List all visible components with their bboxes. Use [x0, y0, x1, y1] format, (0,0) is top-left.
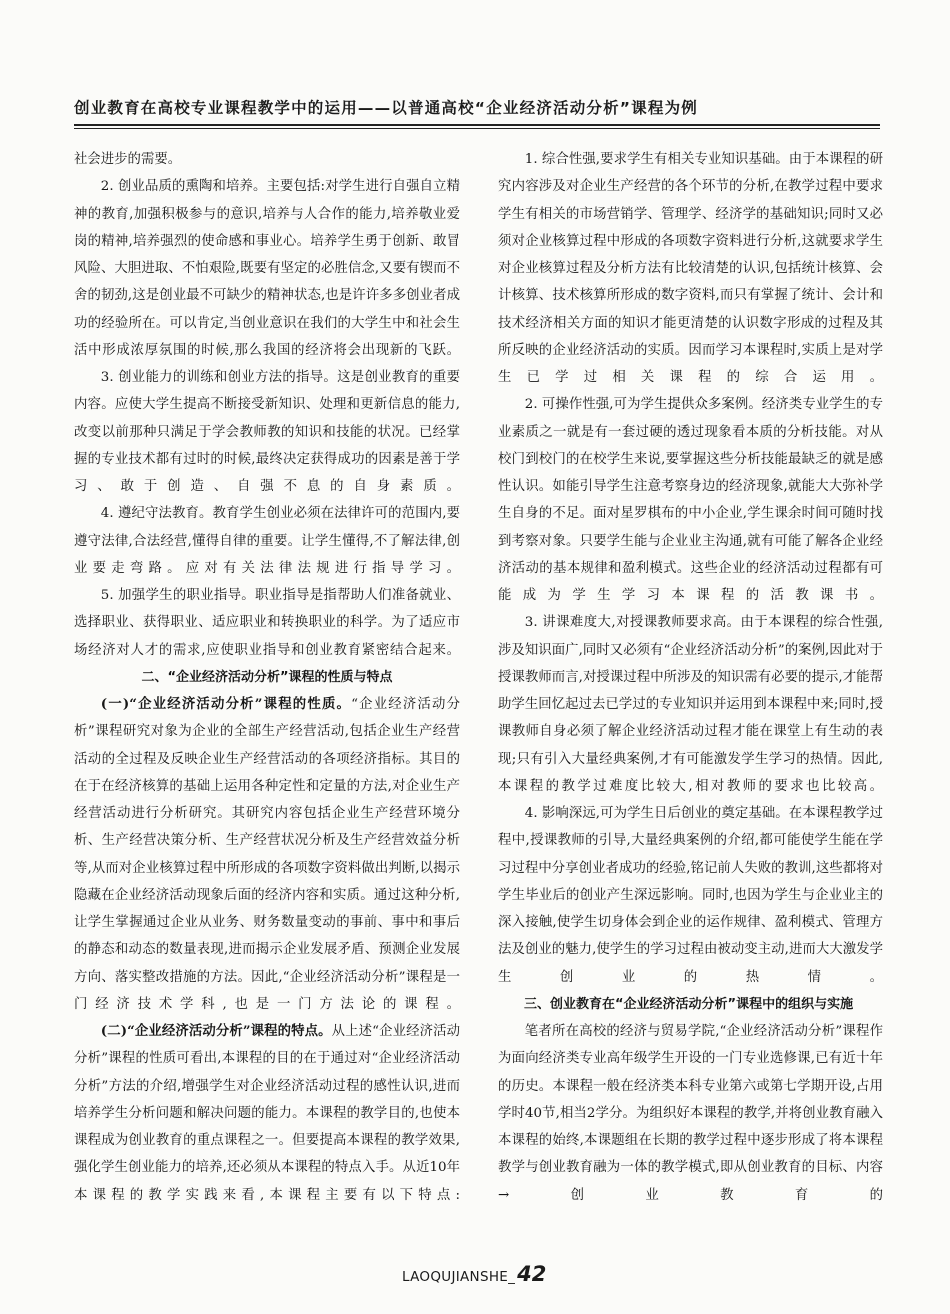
- page-number: 42: [517, 1262, 547, 1286]
- paragraph: 4. 影响深远,可为学生日后创业的奠定基础。在本课程教学过程中,授课教师的引导,大量经典案例的介绍,都可能使学生能在学习过程中分享创业者成功的经验,铭记前人失败的教训,这些都将对学生毕业后的创业产生深远影响。同时,也因为学生与企业业主的深入接触,使学生切身体会到企业的运作规律、盈利模式、管理方法及创业的魅力,使学生的学习过程由被动变主动,进而大大激发学生创业的热情。: [498, 806, 883, 985]
- paragraph: 2. 可操作性强,可为学生提供众多案例。经济类专业学生的专业素质之一就是有一套过硬的透过现象看本质的分析技能。对从校门到校门的在校学生来说,要掌握这些分析技能最缺乏的就是感性认识。如能引导学生注意考察身边的经济现象,就能大大弥补学生自身的不足。面对星罗棋布的中小企业,学生课余时间可随时找到考察对象。只要学生能与企业业主沟通,就有可能了解各企业经济活动的基本规律和盈利模式。这些企业的经济活动过程都有可能成为学生学习本课程的活教课书。: [498, 397, 883, 603]
- paragraph: 5. 加强学生的职业指导。职业指导是指帮助人们准备就业、选择职业、获得职业、适应职业和转换职业的科学。为了适应市场经济对人才的需求,应使职业指导和创业教育紧密结合起来。: [74, 588, 460, 658]
- paragraph: 社会进步的需要。: [74, 152, 182, 167]
- section-heading: 二、“企业经济活动分析”课程的性质与特点: [141, 669, 393, 685]
- header-rule-thick: [74, 124, 880, 126]
- subsection-paragraph: [74, 691, 460, 1018]
- paragraph: 4. 遵纪守法教育。教育学生创业必须在法律许可的范围内,要遵守法律,合法经营,懂得自律的重要。让学生懂得,不了解法律,创业要走弯路。应对有关法律法规进行指导学习。: [74, 506, 460, 576]
- paragraph: 3. 创业能力的训练和创业方法的指导。这是创业教育的重要内容。应使大学生提高不断接受新知识、处理和更新信息的能力,改变以前那种只满足于学会教师教的知识和技能的状况。已经掌握的专业技术都有过时的时候,最终决定获得成功的因素是善于学习、敢于创造、自强不息的自身素质。: [74, 370, 460, 494]
- running-header: 创业教育在高校专业课程教学中的运用——以普通高校“企业经济活动分析”课程为例: [74, 99, 698, 117]
- subsection-text: 从上述“企业经济活动分析”课程的性质可看出,本课程的目的在于通过对“企业经济活动分析”方法的介绍,增强学生对企业经济活动过程的感性认识,进而培养学生分析问题和解决问题的能力。本课程的教学目的,也使本课程成为创业教育的重点课程之一。但要提高本课程的教学效果,强化学生创业能力的培养,还必须从本课程的特点入手。从近10年本课程的教学实践来看,本课程主要有以下特点:: [74, 1024, 460, 1203]
- paragraph: 3. 讲课难度大,对授课教师要求高。由于本课程的综合性强,涉及知识面广,同时又必须有“企业经济活动分析”的案例,因此对于授课教师而言,对授课过程中所涉及的知识需有必要的提示,才能帮助学生回忆起过去已学过的专业知识并运用到本课程中来;同时,授课教师自身必须了解企业经济活动过程才能在课堂上有生动的表现;只有引入大量经典案例,才有可能激发学生学习的热情。因此,本课程的教学过难度比较大,相对教师的要求也比较高。: [498, 615, 883, 794]
- subsection-title: (一)“企业经济活动分析”课程的性质。: [100, 696, 352, 712]
- subsection-title: (二)“企业经济活动分析”课程的特点。: [100, 1023, 332, 1039]
- subsection-text: “企业经济活动分析”课程研究对象为企业的全部生产经营活动,包括企业生产经营活动的全过程及反映企业生产经营活动的各项经济指标。其目的在于在经济核算的基础上运用各种定性和定量的方法,对企业生产经营活动进行分析研究。其研究内容包括企业生产经营环境分析、生产经营决策分析、生产经营状况分析及生产经营效益分析等,从而对企业核算过程中所形成的各项数字资料做出判断,以揭示隐藏在企业经济活动现象后面的经济内容和实质。通过这种分析,让学生掌握通过企业从业务、财务数量变动的事前、事中和事后的静态和动态的数量表现,进而揭示企业发展矛盾、预测企业发展方向、落实整改措施的方法。因此,“企业经济活动分析”课程是一门经济技术学科,也是一门方法论的课程。: [74, 697, 460, 1012]
- subsection-paragraph: [74, 1018, 460, 1209]
- paragraph: 1. 综合性强,要求学生有相关专业知识基础。由于本课程的研究内容涉及对企业生产经营的各个环节的分析,在教学过程中要求学生有相关的市场营销学、管理学、经济学的基础知识;同时又必须对企业核算过程中形成的各项数字资料进行分析,这就要求学生对企业核算过程及分析方法有比较清楚的认识,包括统计核算、会计核算、技术核算所形成的数字资料,而只有掌握了统计、会计和技术经济相关方面的知识才能更清楚的认识数字形成的过程及其所反映的企业经济活动的实质。因而学习本课程时,实质上是对学生已学过相关课程的综合运用。: [498, 152, 883, 385]
- page-footer: [402, 1262, 546, 1286]
- right-column: [498, 146, 883, 1209]
- journal-name: LAOQUJIANSHE: [402, 1269, 509, 1285]
- footer-separator: _: [508, 1269, 516, 1285]
- header-rule-thin: [74, 128, 880, 129]
- section-heading: 三、创业教育在“企业经济活动分析”课程中的组织与实施: [524, 996, 854, 1012]
- left-column: [74, 146, 460, 1209]
- paragraph: 2. 创业品质的熏陶和培养。主要包括:对学生进行自强自立精神的教育,加强积极参与的意识,培养与人合作的能力,培养敬业爱岗的精神,培养强烈的使命感和事业心。培养学生勇于创新、敢冒风险、大胆进取、不怕艰险,既要有坚定的必胜信念,又要有锲而不舍的韧劲,这是创业最不可缺少的精神状态,也是许许多多创业者成功的经验所在。可以肯定,当创业意识在我们的大学生中和社会生活中形成浓厚氛围的时候,那么我国的经济将会出现新的飞跃。: [74, 179, 460, 358]
- paragraph: 笔者所在高校的经济与贸易学院,“企业经济活动分析”课程作为面向经济类专业高年级学生开设的一门专业选修课,已有近十年的历史。本课程一般在经济类本科专业第六或第七学期开设,占用学时40节,相当2学分。为组织好本课程的教学,并将创业教育融入本课程的始终,本课题组在长期的教学过程中逐步形成了将本课程教学与创业教育融为一体的教学模式,即从创业教育的目标、内容→创业教育的: [498, 1024, 883, 1203]
